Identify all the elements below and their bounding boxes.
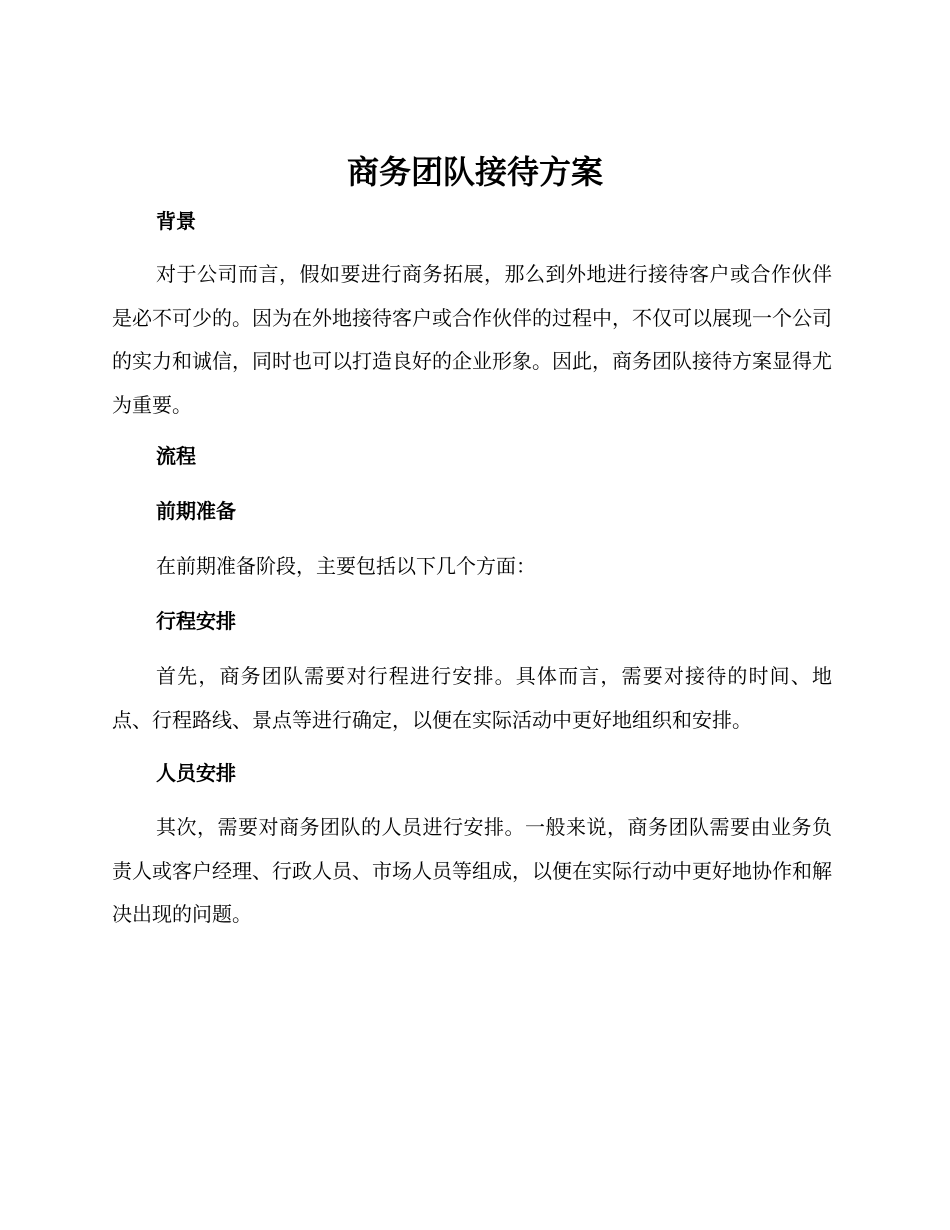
heading-background: 背景	[156, 209, 196, 233]
heading-itinerary: 行程安排	[156, 609, 236, 633]
document-title: 商务团队接待方案	[346, 153, 603, 191]
paragraph-preparation: 在前期准备阶段，主要包括以下几个方面：	[156, 554, 536, 578]
paragraph-staffing: 其次，需要对商务团队的人员进行安排。一般来说，商务团队需要由业务负责人或客户经理、行政人员、市场人员等组成，以便在实际行动中更好地协作和解决出现的问题。	[112, 815, 832, 926]
heading-staffing: 人员安排	[156, 761, 236, 785]
heading-preparation: 前期准备	[156, 499, 236, 523]
heading-process: 流程	[156, 444, 196, 468]
paragraph-background: 对于公司而言，假如要进行商务拓展，那么到外地进行接待客户或合作伙伴是必不可少的。因为在外地接待客户或合作伙伴的过程中，不仅可以展现一个公司的实力和诚信，同时也可以打造良好的企业形象。因此，商务团队接待方案显得尤为重要。	[112, 262, 832, 417]
paragraph-itinerary: 首先，商务团队需要对行程进行安排。具体而言，需要对接待的时间、地点、行程路线、景点等进行确定，以便在实际活动中更好地组织和安排。	[112, 664, 832, 732]
